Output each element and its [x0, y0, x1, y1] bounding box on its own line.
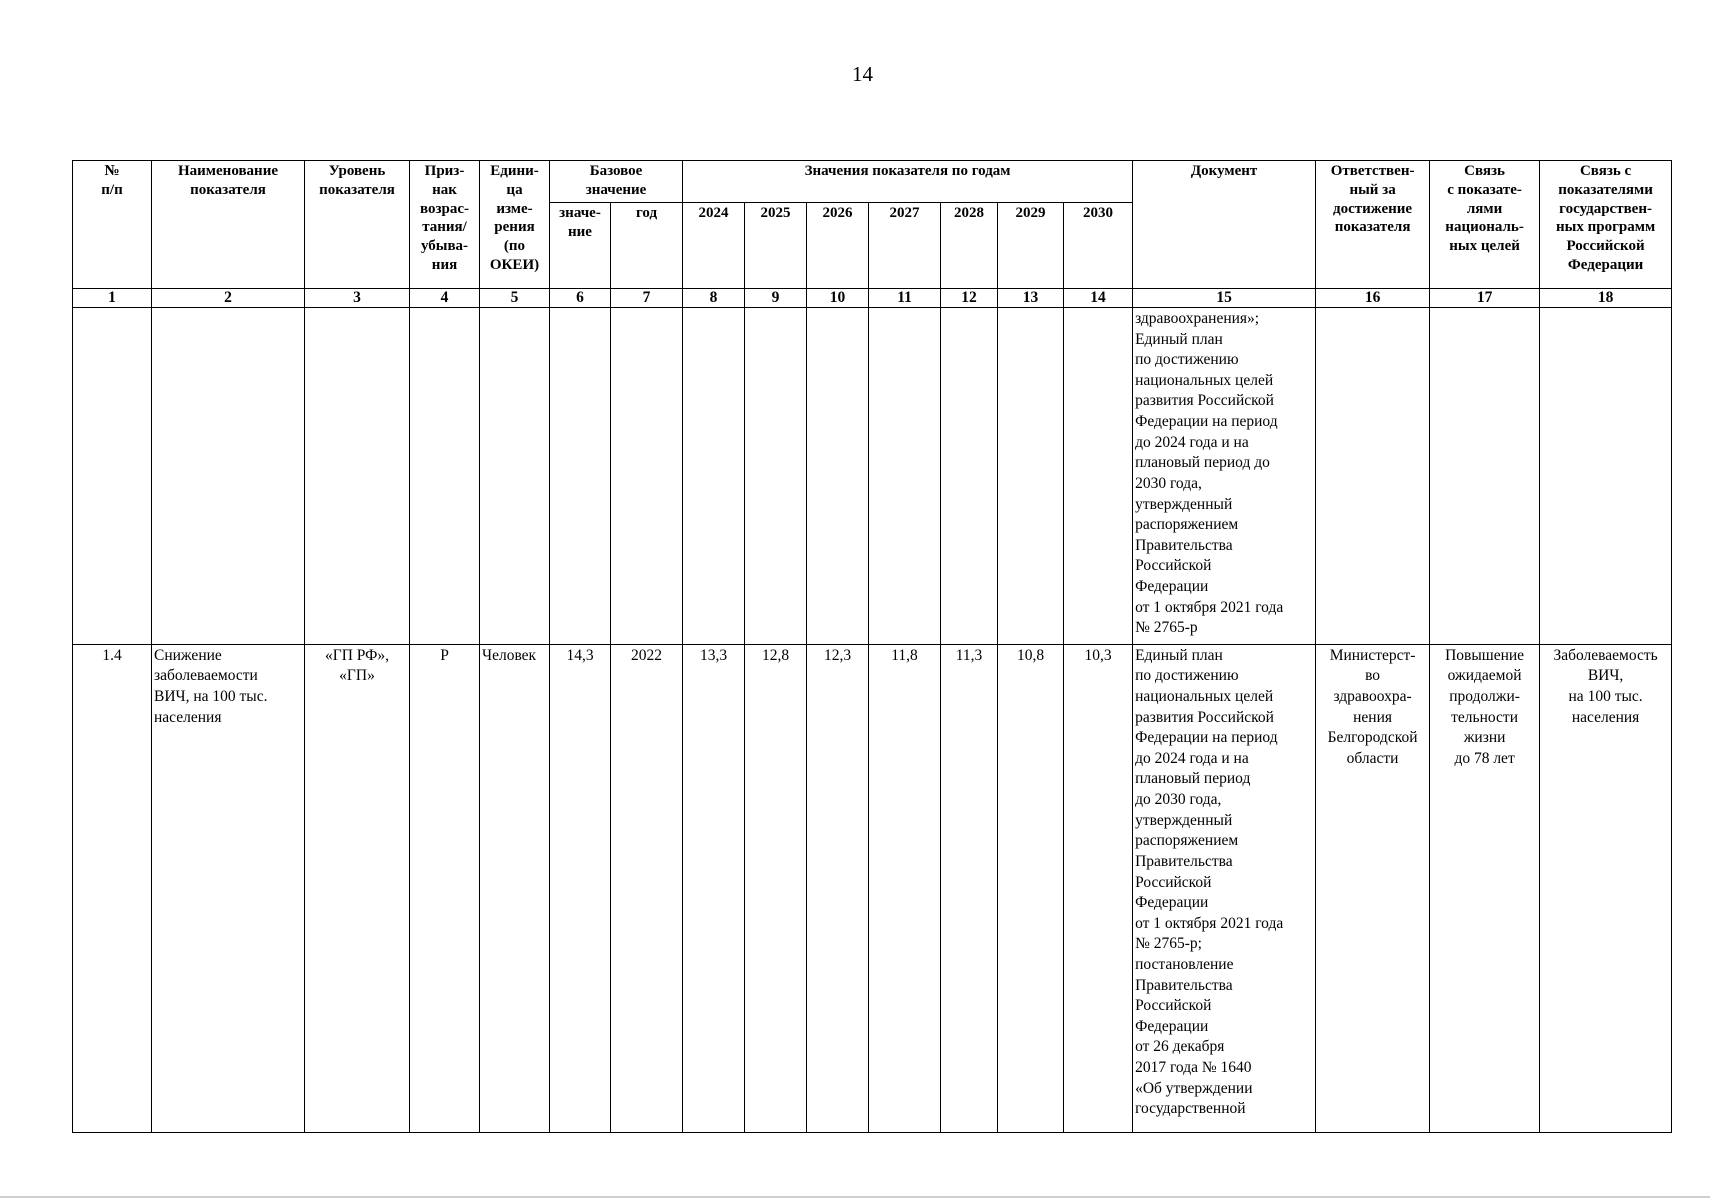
header-base-value: значе- ние: [550, 203, 611, 289]
value-2027: 11,8: [869, 644, 941, 1132]
indicator-sign: Р: [410, 644, 480, 1132]
empty-cell: [305, 308, 410, 645]
header-responsible: Ответствен- ный за достижение показателя: [1316, 161, 1430, 289]
column-number: 14: [1064, 289, 1133, 308]
responsible-cell: Министерст- во здравоохра- нения Белгородской области: [1316, 644, 1430, 1132]
header-level: Уровень показателя: [305, 161, 410, 289]
header-year-2024: 2024: [683, 203, 745, 289]
indicator-name: Снижение заболеваемости ВИЧ, на 100 тыс. населения: [152, 644, 305, 1132]
empty-cell: [480, 308, 550, 645]
value-2029: 10,8: [998, 644, 1064, 1132]
empty-cell: [73, 308, 152, 645]
header-year-2029: 2029: [998, 203, 1064, 289]
column-number: 17: [1430, 289, 1540, 308]
empty-cell: [745, 308, 807, 645]
empty-cell: [1430, 308, 1540, 645]
value-2030: 10,3: [1064, 644, 1133, 1132]
empty-cell: [152, 308, 305, 645]
header-year-2030: 2030: [1064, 203, 1133, 289]
column-numbers-row: [73, 289, 1672, 308]
column-number: 12: [941, 289, 998, 308]
empty-cell: [869, 308, 941, 645]
link-national-cell: Повышение ожидаемой продолжи- тельности жизни до 78 лет: [1430, 644, 1540, 1132]
indicator-level: «ГП РФ», «ГП»: [305, 644, 410, 1132]
column-number: 13: [998, 289, 1064, 308]
column-number: 9: [745, 289, 807, 308]
empty-cell: [683, 308, 745, 645]
column-number: 11: [869, 289, 941, 308]
header-sign: Приз- нак возрас- тания/ убыва- ния: [410, 161, 480, 289]
document-cell: Единый план по достижению национальных целей развития Российской Федерации на период до 2024 года и на плановый период до 2030 года, утвержденный распоряжением Правительства Российской Федерации от 1 октября 2021 года № 2765-р; постановление Правительства Российской Федерации от 26 декабря 2017 года № 1640 «Об утверждении государственной: [1133, 644, 1316, 1132]
header-name: Наименование показателя: [152, 161, 305, 289]
column-number: 15: [1133, 289, 1316, 308]
page-bottom-edge: [0, 1196, 1710, 1198]
header-base: Базовое значение: [550, 161, 683, 203]
value-2028: 11,3: [941, 644, 998, 1132]
value-2026: 12,3: [807, 644, 869, 1132]
base-year: 2022: [611, 644, 683, 1132]
header-link-national: Связь с показате- лями националь- ных целей: [1430, 161, 1540, 289]
empty-cell: [807, 308, 869, 645]
table-row-1-4: [73, 644, 1672, 1132]
header-link-programs: Связь с показателями государствен- ных программ Российской Федерации: [1540, 161, 1672, 289]
row-number: 1.4: [73, 644, 152, 1132]
empty-cell: [611, 308, 683, 645]
empty-cell: [941, 308, 998, 645]
header-values-by-year: Значения показателя по годам: [683, 161, 1133, 203]
page-number: 14: [852, 62, 873, 86]
column-number: 6: [550, 289, 611, 308]
empty-cell: [1316, 308, 1430, 645]
column-number: 2: [152, 289, 305, 308]
header-unit: Едини- ца изме- рения (по ОКЕИ): [480, 161, 550, 289]
empty-cell: [1540, 308, 1672, 645]
value-2025: 12,8: [745, 644, 807, 1132]
header-num: № п/п: [73, 161, 152, 289]
indicators-table: [72, 160, 1672, 1133]
empty-cell: [550, 308, 611, 645]
header-year-2027: 2027: [869, 203, 941, 289]
base-value: 14,3: [550, 644, 611, 1132]
column-number: 3: [305, 289, 410, 308]
column-number: 18: [1540, 289, 1672, 308]
table-row-continuation: [73, 308, 1672, 645]
column-number: 7: [611, 289, 683, 308]
column-number: 8: [683, 289, 745, 308]
empty-cell: [998, 308, 1064, 645]
indicator-unit: Человек: [480, 644, 550, 1132]
column-number: 4: [410, 289, 480, 308]
column-number: 16: [1316, 289, 1430, 308]
value-2024: 13,3: [683, 644, 745, 1132]
empty-cell: [1064, 308, 1133, 645]
empty-cell: [410, 308, 480, 645]
header-document: Документ: [1133, 161, 1316, 289]
column-number: 1: [73, 289, 152, 308]
header-base-year: год: [611, 203, 683, 289]
header-year-2025: 2025: [745, 203, 807, 289]
header-year-2026: 2026: [807, 203, 869, 289]
link-programs-cell: Заболеваемость ВИЧ, на 100 тыс. населения: [1540, 644, 1672, 1132]
header-year-2028: 2028: [941, 203, 998, 289]
document-cell: здравоохранения»; Единый план по достижению национальных целей развития Российской Федерации на период до 2024 года и на плановый период до 2030 года, утвержденный распоряжением Правительства Российской Федерации от 1 октября 2021 года № 2765-р: [1133, 308, 1316, 645]
column-number: 10: [807, 289, 869, 308]
column-number: 5: [480, 289, 550, 308]
